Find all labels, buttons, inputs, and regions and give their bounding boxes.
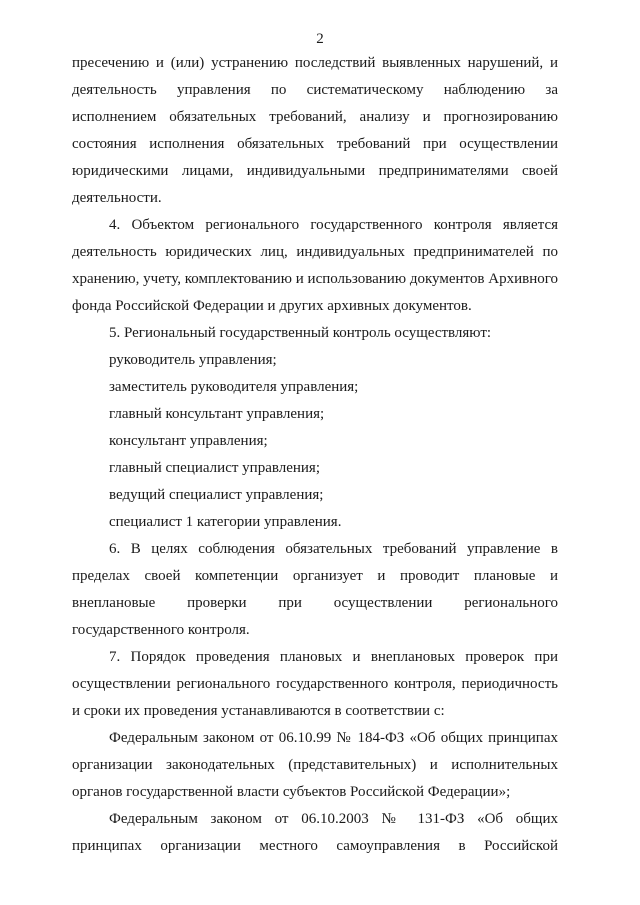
list-item: заместитель руководителя управления; <box>109 379 359 395</box>
list-item: руководитель управления; <box>109 352 277 368</box>
paragraph-4: 4. Объектом регионального государственного контроля является деятельность юридических лиц, индивидуальных предпринимателей по хранению, учету, комплектованию и использованию документов Архивного фонда Российской Федерации и других архивных документов. <box>72 217 558 314</box>
law-reference-184: Федеральным законом от 06.10.99 № 184-ФЗ «Об общих принципах организации законодательных (представительных) и исполнительных органов государственной власти субъектов Российской Федерации»; <box>72 730 558 800</box>
law-reference-131: Федеральным законом от 06.10.2003 № 131-ФЗ «Об общих принципах организации местного самоуправления в Российской <box>72 811 558 854</box>
paragraph-7: 7. Порядок проведения плановых и внеплановых проверок при осуществлении регионального государственного контроля, периодичность и сроки их проведения устанавливаются в соответствии с: <box>72 649 558 719</box>
page-number: 2 <box>316 31 324 47</box>
list-item: консультант управления; <box>109 433 268 449</box>
document-body <box>72 50 558 860</box>
list-item: ведущий специалист управления; <box>109 487 324 503</box>
paragraph-5: 5. Региональный государственный контроль осуществляют: <box>109 325 492 341</box>
paragraph-6: 6. В целях соблюдения обязательных требований управление в пределах своей компетенции организует и проводит плановые и внеплановые проверки при осуществлении регионального государственного контроля. <box>72 541 558 638</box>
list-item: главный специалист управления; <box>109 460 320 476</box>
paragraph-continuation: пресечению и (или) устранению последствий выявленных нарушений, и деятельность управления по систематическому наблюдению за исполнением обязательных требований, анализу и прогнозированию состояния исполнения обязательных требований при осуществлении юридическими лицами, индивидуальными предпринимателями своей деятельности. <box>72 55 558 206</box>
list-item: специалист 1 категории управления. <box>109 514 342 530</box>
list-item: главный консультант управления; <box>109 406 325 422</box>
